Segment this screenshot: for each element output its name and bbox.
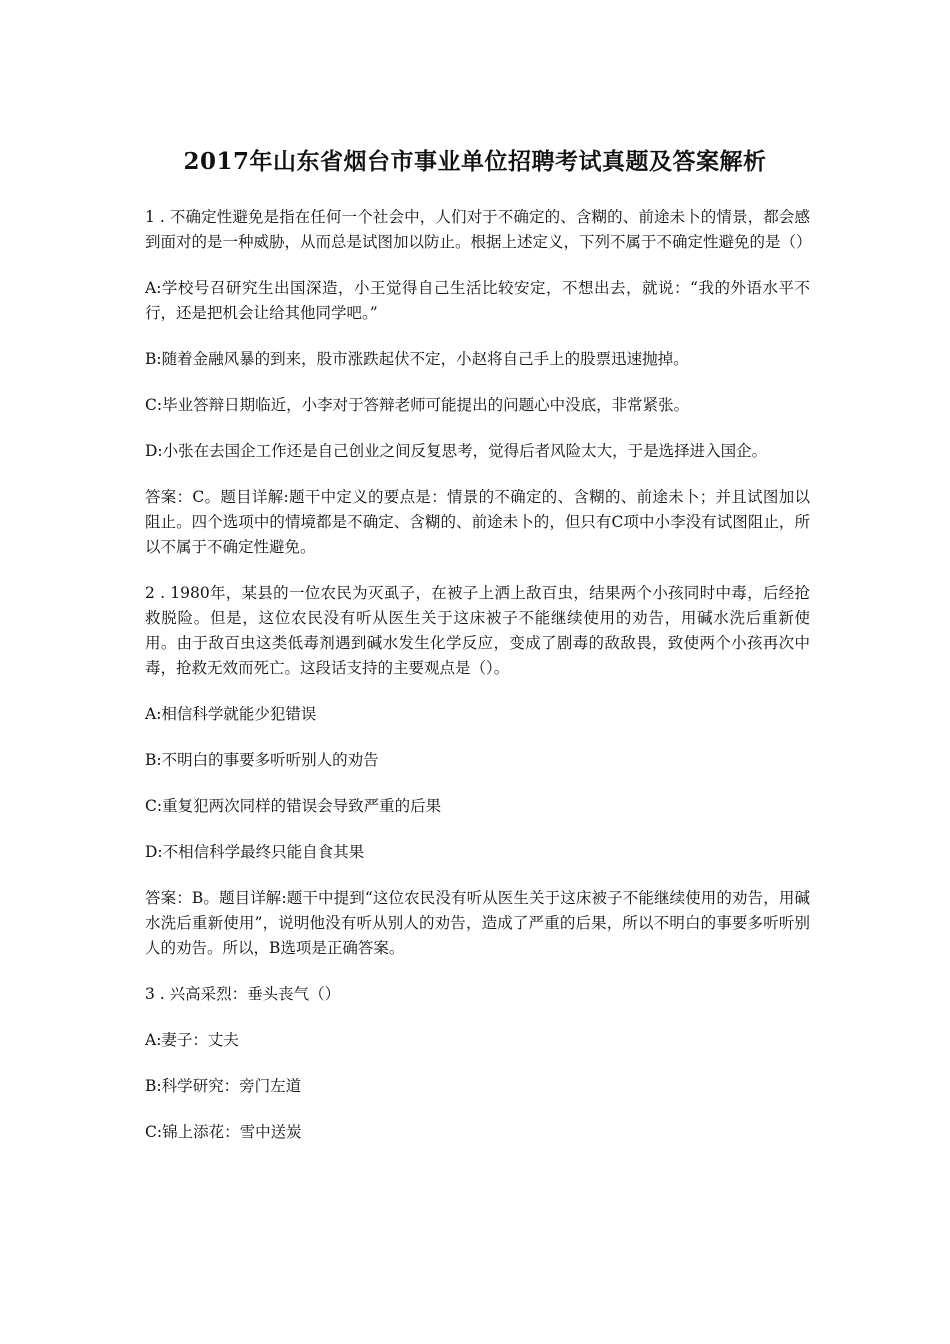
question-2-option-b: B:不明白的事要多听听别人的劝告 xyxy=(145,751,379,769)
question-2-answer: 答案：B。题目详解:题干中提到“这位农民没有听从医生关于这床被子不能继续使用的劝告，用碱水洗后重新使用”，说明他没有听从别人的劝告，造成了严重的后果，所以不明白的事要多听听别人的劝告。所以，B选项是正确答案。 xyxy=(145,889,810,957)
question-1-option-c: C:毕业答辩日期临近，小李对于答辩老师可能提出的问题心中没底，非常紧张。 xyxy=(145,396,690,414)
question-1-option-a: A:学校号召研究生出国深造，小王觉得自己生活比较安定，不想出去，就说：“我的外语水平不行，还是把机会让给其他同学吧。” xyxy=(145,279,810,322)
question-2-option-d: D:不相信科学最终只能自食其果 xyxy=(145,843,365,861)
question-2-stem: 2 . 1980年，某县的一位农民为灭虱子，在被子上洒上敌百虫，结果两个小孩同时中毒，后经抢救脱险。但是，这位农民没有听从医生关于这床被子不能继续使用的劝告，用碱水洗后重新使用。由于敌百虫这类低毒剂遇到碱水发生化学反应，变成了剧毒的敌敌畏，致使两个小孩再次中毒，抢救无效而死亡。这段话支持的主要观点是（）。 xyxy=(145,584,810,677)
question-3-option-a: A:妻子：丈夫 xyxy=(145,1031,239,1049)
question-1-answer: 答案：C。题目详解:题干中定义的要点是：情景的不确定的、含糊的、前途未卜；并且试图加以阻止。四个选项中的情境都是不确定、含糊的、前途未卜的，但只有C项中小李没有试图阻止，所以不属于不确定性避免。 xyxy=(145,488,810,556)
document-body xyxy=(145,205,810,1166)
question-1-stem: 1 . 不确定性避免是指在任何一个社会中，人们对于不确定的、含糊的、前途未卜的情景，都会感到面对的是一种威胁，从而总是试图加以防止。根据上述定义，下列不属于不确定性避免的是（） xyxy=(145,208,812,251)
question-3-option-c: C:锦上添花：雪中送炭 xyxy=(145,1123,302,1141)
question-1-option-b: B:随着金融风暴的到来，股市涨跌起伏不定，小赵将自己手上的股票迅速抛掉。 xyxy=(145,350,689,368)
question-2-option-c: C:重复犯两次同样的错误会导致严重的后果 xyxy=(145,797,442,815)
question-3-stem: 3 . 兴高采烈：垂头丧气（） xyxy=(145,985,341,1003)
question-2-option-a: A:相信科学就能少犯错误 xyxy=(145,705,317,723)
document-title: 2017年山东省烟台市事业单位招聘考试真题及答案解析 xyxy=(183,148,767,175)
question-3-option-b: B:科学研究：旁门左道 xyxy=(145,1077,302,1095)
question-1-option-d: D:小张在去国企工作还是自己创业之间反复思考，觉得后者风险太大，于是选择进入国企。 xyxy=(145,442,768,460)
